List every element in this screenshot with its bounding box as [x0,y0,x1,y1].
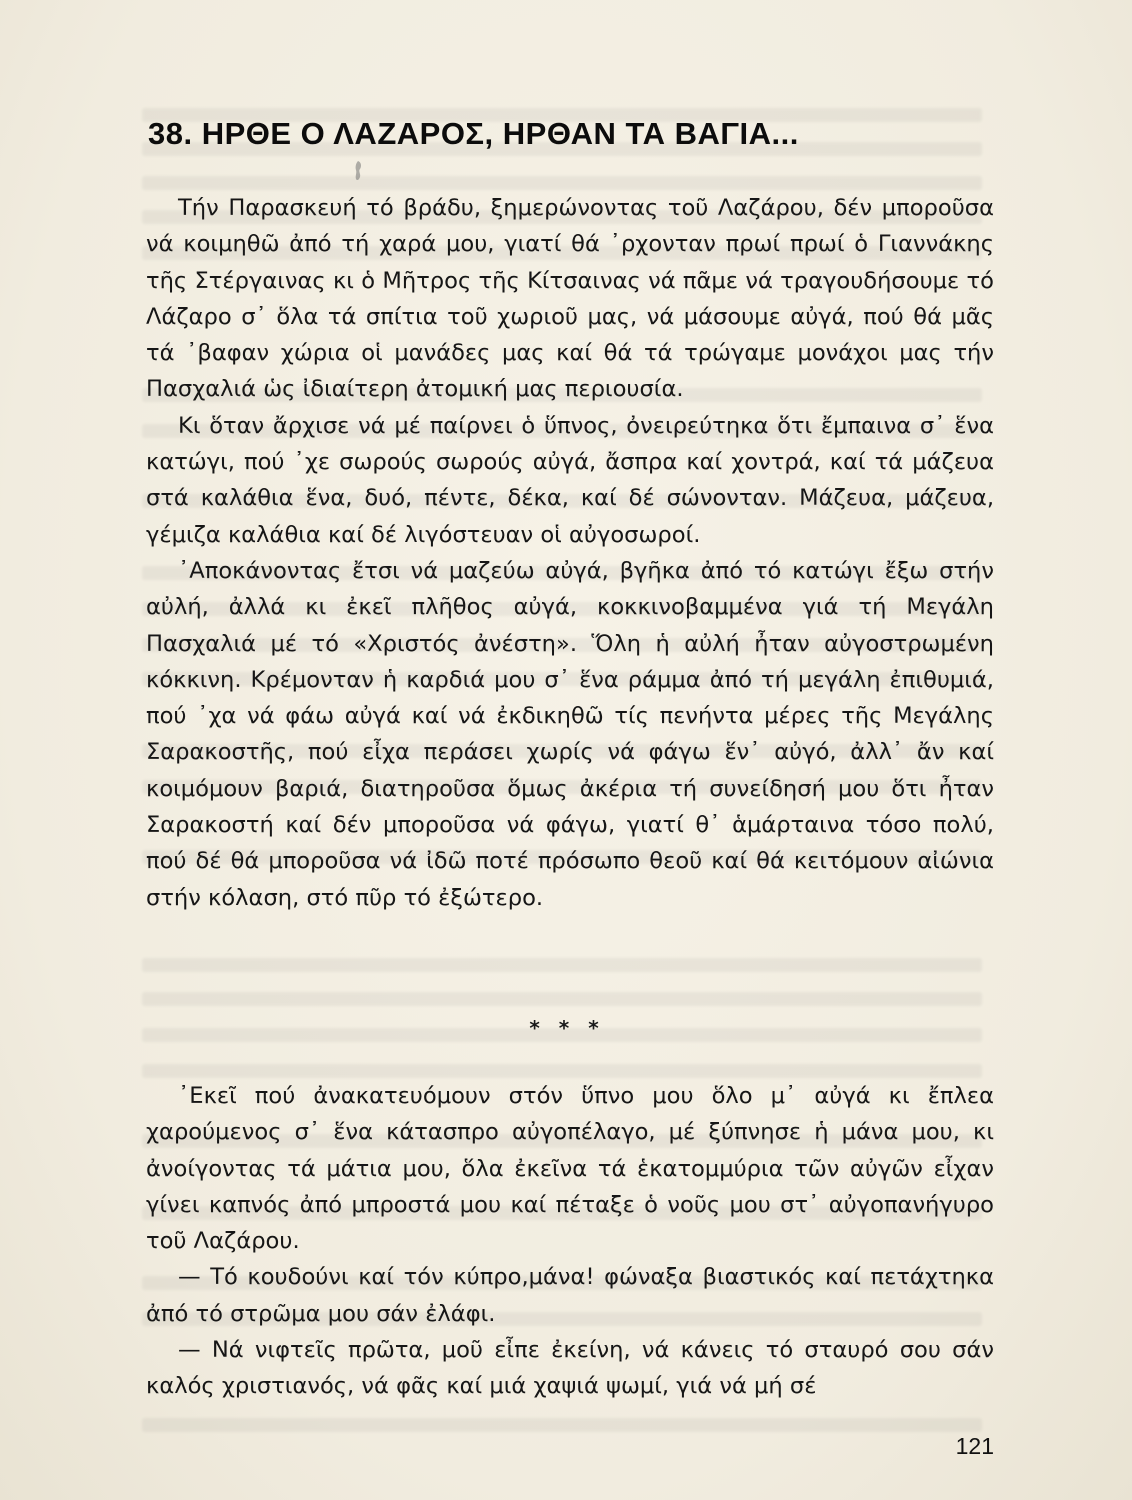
text-block-before-break [146,190,994,916]
paragraph: ᾽Εκεῖ πού ἀνακατευόμουν στόν ὕπνο μου ὅλο μ᾽ αὐγά κι ἔπλεα χαρούμενος σ᾽ ἕνα κάτασπρο αὐγοπέλαγο, μέ ξύπνησε ἡ μάνα μου, κι ἀνοίγοντας τά μάτια μου, ὅλα ἐκεῖνα τά ἑκατομμύρια τῶν αὐγῶν εἶχαν γίνει καπνός ἀπό μπροστά μου καί πέταξε ὁ νοῦς μου στ᾽ αὐγοπανήγυρο τοῦ Λαζάρου. [146,1083,994,1255]
ink-blot-mark [354,160,364,182]
section-break-asterisks: * * * [529,1016,605,1040]
dialogue-paragraph: — Τό κουδούνι καί τόν κύπρο,μάνα! φώναξα βιαστικός καί πετάχτηκα ἀπό τό στρῶμα μου σάν ἐλάφι. [146,1264,994,1327]
paragraph: Κι ὅταν ἄρχισε νά μέ παίρνει ὁ ὕπνος, ὀνειρεύτηκα ὅτι ἔμπαινα σ᾽ ἕνα κατώγι, πού ᾽χε σωρούς σωρούς αὐγά, ἄσπρα καί χοντρά, καί τά μάζευα στά καλάθια ἕνα, δυό, πέντε, δέκα, καί δέ σώνονταν. Μάζευα, μάζευα, γέμιζα καλάθια καί δέ λιγόστευαν οἱ αὐγοσωροί. [146,412,994,548]
dialogue-paragraph: — Νά νιφτεῖς πρῶτα, μοῦ εἶπε ἐκείνη, νά κάνεις τό σταυρό σου σάν καλός χριστιανός, νά φᾶς καί μιά χαψιά ψωμί, γιά νά μή σέ [146,1337,994,1400]
paragraph: Τήν Παρασκευή τό βράδυ, ξημερώνοντας τοῦ Λαζάρου, δέν μποροῦσα νά κοιμηθῶ ἀπό τή χαρά μου, γιατί θά ᾽ρχονταν πρωί πρωί ὁ Γιαννάκης τῆς Στέργαινας κι ὁ Μῆτρος τῆς Κίτσαινας νά πᾶμε νά τραγουδήσουμε τό Λάζαρο σ᾽ ὅλα τά σπίτια τοῦ χωριοῦ μας, νά μάσουμε αὐγά, πού θά μᾶς τά ᾽βαφαν χώρια οἱ μανάδες μας καί θά τά τρώγαμε μονάχοι μας τήν Πασχαλιά ὡς ἰδιαίτερη ἀτομική μας περιουσία. [146,195,994,403]
page-number: 121 [955,1433,994,1459]
paragraph: ᾽Αποκάνοντας ἔτσι νά μαζεύω αὐγά, βγῆκα ἀπό τό κατώγι ἔξω στήν αὐλή, ἀλλά κι ἐκεῖ πλῆθος αὐγά, κοκκινοβαμμένα γιά τή Μεγάλη Πασχαλιά μέ τό «Χριστός ἀνέστη». Ὅλη ἡ αὐλή ἦταν αὐγοστρωμένη κόκκινη. Κρέμονταν ἡ καρδιά μου σ᾽ ἕνα ράμμα ἀπό τή μεγάλη ἐπιθυμιά, πού ᾽χα νά φάω αὐγά καί νά ἐκδικηθῶ τίς πενήντα μέρες τῆς Μεγάλης Σαρακοστῆς, πού εἶχα περάσει χωρίς νά φάγω ἕν᾽ αὐγό, ἀλλ᾽ ἄν καί κοιμόμουν βαριά, διατηροῦσα ὅμως ἀκέρια τή συνείδησή μου ὅτι ἦταν Σαρακοστή καί δέν μποροῦσα νά φάγω, γιατί θ᾽ ἁμάρταινα τόσο πολύ, πού δέ θά μποροῦσα νά ἰδῶ ποτέ πρόσωπο θεοῦ καί θά κειτόμουν αἰώνια στήν κόλαση, στό πῦρ τό ἐξώτερο. [146,557,994,911]
text-block-after-break [146,1078,994,1405]
chapter-title: 38. ΗΡΘΕ Ο ΛΑΖΑΡΟΣ, ΗΡΘΑΝ ΤΑ ΒΑΓΙΑ... [148,116,799,151]
